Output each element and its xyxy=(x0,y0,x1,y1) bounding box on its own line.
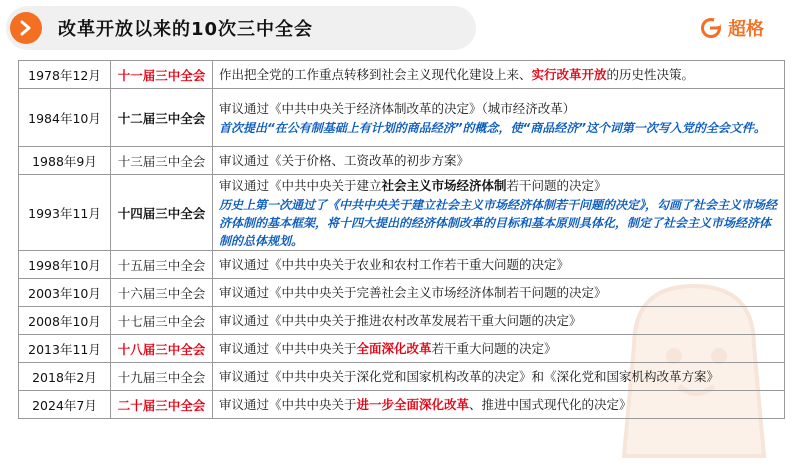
session-date: 2008年10月 xyxy=(19,307,111,335)
content-segment: 审议通过《关于价格、工资改革的初步方案》 xyxy=(219,152,470,168)
content-area xyxy=(18,60,784,436)
content-line xyxy=(219,283,778,303)
brand-name: 超格 xyxy=(728,19,764,40)
session-name: 十六届三中全会 xyxy=(111,279,213,307)
table-row xyxy=(19,61,785,89)
session-date: 2013年11月 xyxy=(19,335,111,363)
session-content xyxy=(213,251,785,279)
session-content xyxy=(213,335,785,363)
chevron-right-icon xyxy=(10,12,42,44)
session-date: 2024年7月 xyxy=(19,391,111,419)
session-content xyxy=(213,147,785,175)
session-content xyxy=(213,363,785,391)
content-line xyxy=(219,311,778,331)
content-segment: 社会主义市场经济体制 xyxy=(381,177,507,193)
session-name: 十八届三中全会 xyxy=(111,335,213,363)
table-row xyxy=(19,89,785,147)
session-date: 2003年10月 xyxy=(19,279,111,307)
content-segment: 审议通过《中共中央关于建立 xyxy=(219,177,382,193)
session-content xyxy=(213,89,785,147)
session-name: 十一届三中全会 xyxy=(111,61,213,89)
session-name: 十九届三中全会 xyxy=(111,363,213,391)
session-date: 1988年9月 xyxy=(19,147,111,175)
session-content xyxy=(213,175,785,251)
table-row xyxy=(19,251,785,279)
content-segment: 作出把全党的工作重点转移到社会主义现代化建设上来、 xyxy=(219,66,532,82)
content-segment: 实行改革开放 xyxy=(531,66,607,82)
session-name: 十二届三中全会 xyxy=(111,89,213,147)
content-line xyxy=(219,99,778,119)
content-line xyxy=(219,367,778,387)
content-segment: 审议通过《中共中央关于深化党和国家机构改革的决定》和《深化党和国家机构改革方案》 xyxy=(219,368,720,384)
content-segment: 审议通过《中共中央关于经济体制改革的决定》（城市经济改革） xyxy=(219,100,576,116)
content-segment: 进一步全面深化改革 xyxy=(356,396,470,412)
table-row xyxy=(19,363,785,391)
content-line xyxy=(219,395,778,415)
content-segment: 审议通过《中共中央关于完善社会主义市场经济体制若干问题的决定》 xyxy=(219,284,607,300)
brand-logo-icon xyxy=(700,17,722,39)
content-segment: 审议通过《中共中央关于 xyxy=(219,340,357,356)
table-row xyxy=(19,175,785,251)
session-name: 十四届三中全会 xyxy=(111,175,213,251)
content-segment: 审议通过《中共中央关于 xyxy=(219,396,357,412)
session-note: 首次提出“在公有制基础上有计划的商品经济”的概念，使“商品经济”这个词第一次写入党的全会文件。 xyxy=(219,120,766,135)
table-row xyxy=(19,391,785,419)
content-line xyxy=(219,339,778,359)
session-name: 十五届三中全会 xyxy=(111,251,213,279)
content-segment: 、推进中国式现代化的决定》 xyxy=(469,396,632,412)
header-bar xyxy=(0,0,800,56)
session-date: 2018年2月 xyxy=(19,363,111,391)
content-segment: 的历史性决策。 xyxy=(606,66,695,82)
content-segment: 若干问题的决定》 xyxy=(506,177,607,193)
session-content xyxy=(213,61,785,89)
content-segment: 若干重大问题的决定》 xyxy=(431,340,557,356)
session-date: 1978年12月 xyxy=(19,61,111,89)
session-name: 十七届三中全会 xyxy=(111,307,213,335)
content-segment: 审议通过《中共中央关于推进农村改革发展若干重大问题的决定》 xyxy=(219,312,582,328)
session-date: 1984年10月 xyxy=(19,89,111,147)
table-row xyxy=(19,307,785,335)
brand-logo xyxy=(700,14,764,42)
table-row xyxy=(19,279,785,307)
table-row xyxy=(19,335,785,363)
content-segment: 全面深化改革 xyxy=(356,340,432,356)
content-line xyxy=(219,151,778,171)
session-name: 十三届三中全会 xyxy=(111,147,213,175)
content-segment: 审议通过《中共中央关于农业和农村工作若干重大问题的决定》 xyxy=(219,256,570,272)
session-date: 1993年11月 xyxy=(19,175,111,251)
session-name: 二十届三中全会 xyxy=(111,391,213,419)
table-row xyxy=(19,147,785,175)
sessions-table xyxy=(18,60,785,419)
session-content xyxy=(213,391,785,419)
page-title: 改革开放以来的10次三中全会 xyxy=(58,19,314,40)
session-content xyxy=(213,307,785,335)
content-line xyxy=(219,255,778,275)
session-note: 历史上第一次通过了《中共中央关于建立社会主义市场经济体制若干问题的决定》，勾画了社会主义市场经济体制的基本框架，将十四大提出的经济体制改革的目标和基本原则具体化，制定了社会主义市场经济体制的总体规划。 xyxy=(219,197,778,248)
content-line xyxy=(219,176,778,196)
session-content xyxy=(213,279,785,307)
content-line xyxy=(219,65,778,85)
session-date: 1998年10月 xyxy=(19,251,111,279)
